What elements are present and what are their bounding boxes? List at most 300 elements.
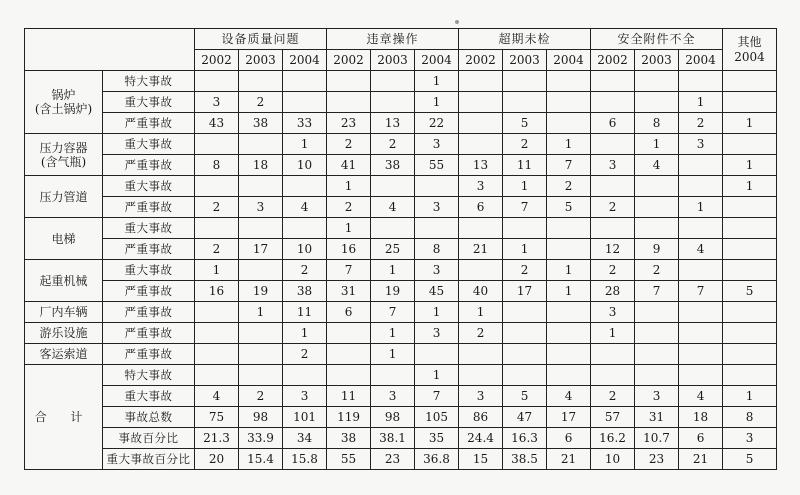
value-cell [283, 218, 327, 239]
value-cell: 1 [591, 323, 635, 344]
value-cell: 1 [547, 260, 591, 281]
value-cell: 10 [591, 449, 635, 470]
value-cell: 1 [723, 155, 777, 176]
value-cell: 3 [415, 197, 459, 218]
category-label: 厂内车辆 [39, 305, 88, 319]
value-cell [547, 344, 591, 365]
category-pressure-vessel [25, 134, 103, 176]
year-header: 2002 [195, 50, 239, 71]
value-cell [679, 344, 723, 365]
value-cell [239, 323, 283, 344]
category-passenger-ropeway [25, 344, 103, 365]
value-cell: 10 [283, 155, 327, 176]
value-cell: 1 [415, 71, 459, 92]
category-factory-vehicle [25, 302, 103, 323]
value-cell [723, 134, 777, 155]
value-cell [679, 260, 723, 281]
value-cell: 3 [371, 386, 415, 407]
value-cell: 17 [239, 239, 283, 260]
value-cell [459, 92, 503, 113]
value-cell [635, 71, 679, 92]
value-cell: 5 [723, 281, 777, 302]
severity-label: 特大事故 [103, 365, 195, 386]
group-header-missing-safety-accessories: 安全附件不全 [591, 29, 723, 50]
value-cell [239, 71, 283, 92]
value-cell: 2 [459, 323, 503, 344]
value-cell [195, 323, 239, 344]
value-cell: 40 [459, 281, 503, 302]
value-cell: 1 [239, 302, 283, 323]
value-cell: 8 [723, 407, 777, 428]
value-cell [723, 71, 777, 92]
group-header-violation: 违章操作 [327, 29, 459, 50]
value-cell: 33 [283, 113, 327, 134]
value-cell: 4 [679, 239, 723, 260]
value-cell: 23 [371, 449, 415, 470]
category-total [25, 365, 103, 470]
table-row [25, 176, 777, 197]
value-cell [503, 92, 547, 113]
value-cell: 12 [591, 239, 635, 260]
value-cell [327, 92, 371, 113]
value-cell [723, 239, 777, 260]
table-row [25, 197, 777, 218]
value-cell: 1 [415, 302, 459, 323]
value-cell [195, 218, 239, 239]
value-cell: 45 [415, 281, 459, 302]
table-row [25, 365, 777, 386]
value-cell [195, 302, 239, 323]
value-cell: 4 [371, 197, 415, 218]
value-cell: 2 [195, 239, 239, 260]
value-cell: 2 [635, 260, 679, 281]
category-label: 压力管道 [39, 189, 88, 204]
table-row [25, 281, 777, 302]
value-cell [679, 323, 723, 344]
table-row [25, 386, 777, 407]
value-cell [723, 218, 777, 239]
year-header: 2003 [503, 50, 547, 71]
value-cell [591, 134, 635, 155]
group-header-equipment-quality: 设备质量问题 [195, 29, 327, 50]
value-cell [459, 113, 503, 134]
severity-label: 严重事故 [103, 239, 195, 260]
value-cell: 3 [415, 260, 459, 281]
value-cell [723, 365, 777, 386]
value-cell: 4 [679, 386, 723, 407]
category-label: 游乐设施 [39, 326, 88, 340]
value-cell: 18 [679, 407, 723, 428]
value-cell: 1 [679, 197, 723, 218]
value-cell: 38.1 [371, 428, 415, 449]
value-cell [327, 365, 371, 386]
severity-label: 严重事故 [103, 302, 195, 323]
value-cell [591, 365, 635, 386]
value-cell: 24.4 [459, 428, 503, 449]
value-cell: 9 [635, 239, 679, 260]
year-header: 2003 [239, 50, 283, 71]
value-cell: 16 [327, 239, 371, 260]
year-header: 2003 [635, 50, 679, 71]
year-header: 2004 [415, 50, 459, 71]
severity-label: 重大事故 [103, 260, 195, 281]
value-cell [415, 344, 459, 365]
value-cell [679, 155, 723, 176]
table-body [25, 71, 777, 470]
severity-label: 重大事故 [103, 176, 195, 197]
value-cell [547, 323, 591, 344]
value-cell [723, 197, 777, 218]
value-cell: 36.8 [415, 449, 459, 470]
value-cell: 7 [371, 302, 415, 323]
value-cell [503, 218, 547, 239]
category-label: (含气瓶) [40, 154, 87, 169]
value-cell: 47 [503, 407, 547, 428]
category-lifting-machinery [25, 260, 103, 302]
value-cell [371, 92, 415, 113]
value-cell: 3 [239, 197, 283, 218]
value-cell [239, 176, 283, 197]
value-cell: 16 [195, 281, 239, 302]
value-cell: 1 [503, 239, 547, 260]
category-boiler [25, 71, 103, 134]
value-cell: 11 [283, 302, 327, 323]
value-cell [459, 365, 503, 386]
value-cell: 4 [547, 386, 591, 407]
value-cell: 5 [547, 197, 591, 218]
value-cell [723, 260, 777, 281]
value-cell: 7 [547, 155, 591, 176]
value-cell: 3 [195, 92, 239, 113]
value-cell: 11 [327, 386, 371, 407]
scan-speck [455, 20, 459, 24]
value-cell: 2 [371, 134, 415, 155]
value-cell [283, 71, 327, 92]
value-cell: 6 [547, 428, 591, 449]
year-header: 2002 [459, 50, 503, 71]
value-cell: 1 [415, 92, 459, 113]
group-header-other [723, 29, 777, 71]
value-cell [679, 365, 723, 386]
value-cell: 1 [459, 302, 503, 323]
value-cell: 5 [503, 113, 547, 134]
value-cell: 1 [371, 344, 415, 365]
value-cell: 10.7 [635, 428, 679, 449]
value-cell: 2 [239, 386, 283, 407]
value-cell: 8 [635, 113, 679, 134]
value-cell [195, 176, 239, 197]
group-header-overdue-inspection: 超期未检 [459, 29, 591, 50]
value-cell: 8 [195, 155, 239, 176]
value-cell: 13 [371, 113, 415, 134]
value-cell [591, 218, 635, 239]
value-cell: 25 [371, 239, 415, 260]
value-cell: 98 [239, 407, 283, 428]
value-cell: 119 [327, 407, 371, 428]
table-row [25, 113, 777, 134]
value-cell [459, 260, 503, 281]
value-cell [679, 71, 723, 92]
value-cell: 38 [327, 428, 371, 449]
value-cell: 43 [195, 113, 239, 134]
year-header: 2003 [371, 50, 415, 71]
value-cell: 3 [459, 176, 503, 197]
value-cell [239, 218, 283, 239]
value-cell: 2 [591, 197, 635, 218]
value-cell: 35 [415, 428, 459, 449]
value-cell [459, 71, 503, 92]
severity-label: 事故总数 [103, 407, 195, 428]
value-cell: 2 [283, 344, 327, 365]
category-label: 压力容器 [39, 140, 88, 155]
value-cell [239, 134, 283, 155]
severity-label: 重大事故百分比 [103, 449, 195, 470]
value-cell [547, 239, 591, 260]
value-cell: 15.4 [239, 449, 283, 470]
severity-label: 重大事故 [103, 134, 195, 155]
value-cell [371, 365, 415, 386]
value-cell: 7 [679, 281, 723, 302]
severity-label: 严重事故 [103, 281, 195, 302]
value-cell [371, 71, 415, 92]
value-cell [547, 92, 591, 113]
severity-label: 重大事故 [103, 218, 195, 239]
value-cell: 33.9 [239, 428, 283, 449]
value-cell [239, 365, 283, 386]
severity-label: 特大事故 [103, 71, 195, 92]
value-cell [635, 92, 679, 113]
value-cell [371, 176, 415, 197]
value-cell [723, 92, 777, 113]
value-cell: 6 [679, 428, 723, 449]
value-cell: 101 [283, 407, 327, 428]
value-cell [239, 344, 283, 365]
value-cell: 57 [591, 407, 635, 428]
value-cell: 13 [459, 155, 503, 176]
value-cell: 17 [503, 281, 547, 302]
value-cell [635, 218, 679, 239]
table-row [25, 344, 777, 365]
value-cell [327, 323, 371, 344]
value-cell: 21 [459, 239, 503, 260]
category-elevator [25, 218, 103, 260]
table-row [25, 407, 777, 428]
value-cell [635, 323, 679, 344]
value-cell: 1 [415, 365, 459, 386]
value-cell [503, 71, 547, 92]
value-cell [591, 344, 635, 365]
severity-label: 严重事故 [103, 323, 195, 344]
category-label: 锅炉 [51, 88, 76, 102]
value-cell [635, 365, 679, 386]
value-cell: 16.2 [591, 428, 635, 449]
value-cell: 1 [327, 218, 371, 239]
value-cell: 3 [591, 155, 635, 176]
value-cell: 7 [327, 260, 371, 281]
value-cell: 4 [195, 386, 239, 407]
value-cell: 1 [635, 134, 679, 155]
value-cell: 1 [195, 260, 239, 281]
severity-label: 事故百分比 [103, 428, 195, 449]
year-header: 2002 [591, 50, 635, 71]
value-cell [283, 176, 327, 197]
accident-statistics-table [24, 28, 777, 470]
value-cell [195, 344, 239, 365]
value-cell: 4 [635, 155, 679, 176]
severity-label: 严重事故 [103, 197, 195, 218]
value-cell: 98 [371, 407, 415, 428]
year-header: 2002 [327, 50, 371, 71]
value-cell: 19 [239, 281, 283, 302]
accident-statistics-table-container [24, 28, 776, 470]
value-cell [635, 197, 679, 218]
table-row [25, 239, 777, 260]
value-cell [459, 344, 503, 365]
value-cell: 38 [371, 155, 415, 176]
value-cell: 6 [459, 197, 503, 218]
table-row [25, 218, 777, 239]
value-cell: 1 [283, 323, 327, 344]
value-cell: 19 [371, 281, 415, 302]
value-cell [723, 302, 777, 323]
value-cell [503, 365, 547, 386]
severity-label: 重大事故 [103, 386, 195, 407]
corner-cell [25, 29, 103, 71]
category-pressure-pipe [25, 176, 103, 218]
value-cell: 1 [503, 176, 547, 197]
header-row-groups [25, 29, 777, 50]
value-cell: 3 [723, 428, 777, 449]
severity-label: 重大事故 [103, 92, 195, 113]
value-cell: 1 [679, 92, 723, 113]
value-cell [283, 92, 327, 113]
value-cell: 55 [415, 155, 459, 176]
value-cell [283, 365, 327, 386]
value-cell [547, 218, 591, 239]
category-label: 电梯 [51, 231, 76, 246]
value-cell: 5 [503, 386, 547, 407]
value-cell: 2 [591, 260, 635, 281]
value-cell [679, 302, 723, 323]
severity-label: 严重事故 [103, 155, 195, 176]
value-cell: 105 [415, 407, 459, 428]
value-cell [635, 302, 679, 323]
value-cell: 1 [547, 134, 591, 155]
value-cell: 2 [679, 113, 723, 134]
value-cell: 2 [503, 260, 547, 281]
value-cell: 18 [239, 155, 283, 176]
value-cell [195, 365, 239, 386]
value-cell [195, 71, 239, 92]
value-cell: 23 [635, 449, 679, 470]
value-cell: 1 [547, 281, 591, 302]
table-row [25, 92, 777, 113]
value-cell: 34 [283, 428, 327, 449]
value-cell: 2 [195, 197, 239, 218]
table-row [25, 71, 777, 92]
value-cell [503, 302, 547, 323]
value-cell [635, 344, 679, 365]
table-row [25, 302, 777, 323]
value-cell: 3 [415, 323, 459, 344]
value-cell: 1 [723, 113, 777, 134]
category-amusement-facility [25, 323, 103, 344]
value-cell: 11 [503, 155, 547, 176]
value-cell: 7 [415, 386, 459, 407]
table-row [25, 134, 777, 155]
value-cell [195, 134, 239, 155]
value-cell: 55 [327, 449, 371, 470]
table-row [25, 428, 777, 449]
value-cell: 2 [547, 176, 591, 197]
value-cell [723, 323, 777, 344]
value-cell: 4 [283, 197, 327, 218]
value-cell: 8 [415, 239, 459, 260]
value-cell: 31 [635, 407, 679, 428]
table-row [25, 449, 777, 470]
value-cell: 1 [723, 176, 777, 197]
value-cell [503, 344, 547, 365]
value-cell [371, 218, 415, 239]
value-cell: 2 [327, 197, 371, 218]
value-cell [415, 218, 459, 239]
value-cell: 17 [547, 407, 591, 428]
value-cell: 28 [591, 281, 635, 302]
value-cell: 3 [591, 302, 635, 323]
value-cell [327, 344, 371, 365]
value-cell: 2 [591, 386, 635, 407]
value-cell: 3 [459, 386, 503, 407]
value-cell: 75 [195, 407, 239, 428]
value-cell: 3 [283, 386, 327, 407]
table-row [25, 155, 777, 176]
value-cell: 38.5 [503, 449, 547, 470]
value-cell: 7 [503, 197, 547, 218]
category-label: 客运索道 [39, 347, 88, 361]
value-cell: 38 [283, 281, 327, 302]
corner-cell-2 [103, 29, 195, 71]
value-cell [723, 344, 777, 365]
year-header: 2004 [547, 50, 591, 71]
value-cell: 5 [723, 449, 777, 470]
year-header: 2004 [679, 50, 723, 71]
value-cell: 2 [327, 134, 371, 155]
value-cell: 15.8 [283, 449, 327, 470]
value-cell: 21 [547, 449, 591, 470]
category-label: (含土锅炉) [34, 102, 93, 116]
table-row [25, 323, 777, 344]
value-cell: 22 [415, 113, 459, 134]
value-cell: 21.3 [195, 428, 239, 449]
value-cell: 3 [679, 134, 723, 155]
value-cell: 41 [327, 155, 371, 176]
value-cell [459, 134, 503, 155]
value-cell: 20 [195, 449, 239, 470]
value-cell [679, 176, 723, 197]
value-cell: 16.3 [503, 428, 547, 449]
value-cell: 2 [503, 134, 547, 155]
value-cell: 7 [635, 281, 679, 302]
value-cell: 3 [635, 386, 679, 407]
value-cell [415, 176, 459, 197]
other-label: 其他 [737, 34, 762, 49]
category-label: 起重机械 [39, 273, 88, 288]
value-cell [459, 218, 503, 239]
value-cell: 3 [415, 134, 459, 155]
value-cell: 6 [591, 113, 635, 134]
value-cell [591, 92, 635, 113]
value-cell [503, 323, 547, 344]
